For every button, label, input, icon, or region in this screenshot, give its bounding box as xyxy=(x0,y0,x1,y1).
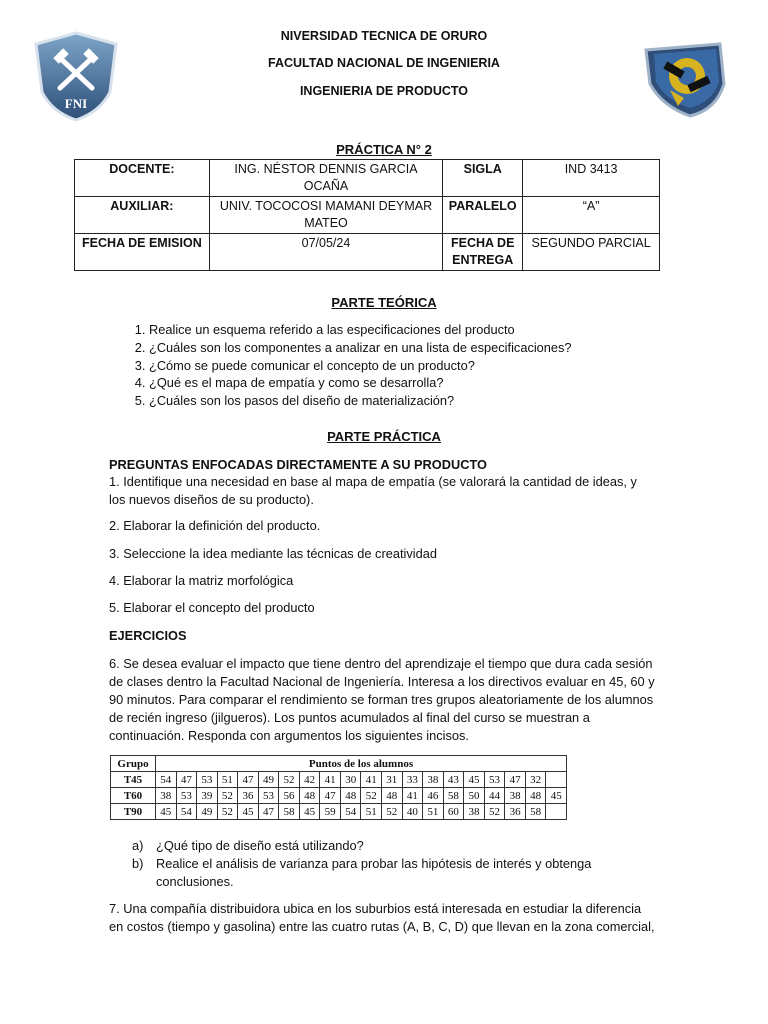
points-cell: 41 xyxy=(402,788,423,804)
points-cell: 40 xyxy=(402,804,423,820)
col-group-header: Grupo xyxy=(111,756,156,772)
points-cell: 36 xyxy=(238,788,259,804)
points-cell: 45 xyxy=(464,772,485,788)
list-item: 2. ¿Cuáles son los componentes a analizar en una lista de especificaciones? xyxy=(149,339,669,357)
paralelo-value: “A” xyxy=(523,197,660,234)
exercises-label: EJERCICIOS xyxy=(109,628,187,643)
points-cell: 49 xyxy=(258,772,279,788)
career-name: INGENIERIA DE PRODUCTO xyxy=(299,84,469,98)
points-cell: 33 xyxy=(402,772,423,788)
group-name-cell: T45 xyxy=(111,772,156,788)
points-cell: 48 xyxy=(340,788,361,804)
question-7: 7. Una compañía distribuidora ubica en los suburbios está interesada en estudiar la diferencia en costos (tiempo y gasolina) entre las cuatro rutas (A, B, C, D) que llevan en la zona comercial, xyxy=(109,901,655,934)
fecha-entrega-value: SEGUNDO PARCIAL xyxy=(523,234,660,271)
points-cell: 47 xyxy=(505,772,526,788)
points-cell: 54 xyxy=(156,772,177,788)
practice-title: PRÁCTICA N° 2 xyxy=(336,142,432,157)
points-cell: 45 xyxy=(238,804,259,820)
fni-shield-logo xyxy=(30,30,122,122)
practice-section-title: PARTE PRÁCTICA xyxy=(327,429,441,444)
list-item: 3. ¿Cómo se puede comunicar el concepto de un producto? xyxy=(149,357,669,375)
auxiliar-label: AUXILIAR: xyxy=(75,197,210,234)
paralelo-label: PARALELO xyxy=(443,197,523,234)
fecha-emision-value: 07/05/24 xyxy=(209,234,442,271)
points-cell: 44 xyxy=(484,788,505,804)
question-1: 1. Identifique una necesidad en base al mapa de empatía (se valorará la cantidad de ideas, y los nuevos diseños de su producto). xyxy=(109,474,637,507)
points-cell: 36 xyxy=(505,804,526,820)
points-cell: 52 xyxy=(217,788,238,804)
points-cell: 45 xyxy=(156,804,177,820)
auxiliar-value: UNIV. TOCOCOSI MAMANI DEYMAR MATEO xyxy=(209,197,442,234)
points-cell: 50 xyxy=(464,788,485,804)
fecha-emision-label: FECHA DE EMISION xyxy=(75,234,210,271)
points-cell: 52 xyxy=(382,804,403,820)
options-list xyxy=(112,837,632,891)
points-cell: 51 xyxy=(217,772,238,788)
points-cell: 45 xyxy=(299,804,320,820)
points-cell: 45 xyxy=(546,788,567,804)
points-cell: 46 xyxy=(423,788,444,804)
group-name-cell: T60 xyxy=(111,788,156,804)
fecha-entrega-label: FECHA DE ENTREGA xyxy=(443,234,523,271)
points-cell: 58 xyxy=(443,788,464,804)
points-cell: 43 xyxy=(443,772,464,788)
points-cell: 48 xyxy=(525,788,546,804)
points-cell: 48 xyxy=(299,788,320,804)
points-cell: 41 xyxy=(361,772,382,788)
points-cell: 51 xyxy=(361,804,382,820)
logo-left-text: FNI xyxy=(64,96,88,111)
option-text: Realice el análisis de varianza para probar las hipótesis de interés y obtenga conclusiones. xyxy=(156,856,592,889)
points-cell: 53 xyxy=(197,772,218,788)
points-cell xyxy=(546,804,567,820)
points-cell: 30 xyxy=(340,772,361,788)
points-cell: 53 xyxy=(176,788,197,804)
points-cell: 52 xyxy=(484,804,505,820)
points-cell xyxy=(546,772,567,788)
points-cell: 59 xyxy=(320,804,341,820)
points-cell: 38 xyxy=(423,772,444,788)
question-3: 3. Seleccione la idea mediante las técnicas de creatividad xyxy=(109,546,437,561)
points-cell: 52 xyxy=(279,772,300,788)
points-cell: 47 xyxy=(238,772,259,788)
points-cell: 49 xyxy=(197,804,218,820)
table-row xyxy=(111,772,567,788)
theory-list xyxy=(109,321,669,410)
points-cell: 54 xyxy=(176,804,197,820)
points-cell: 38 xyxy=(156,788,177,804)
option-marker: a) xyxy=(132,838,144,853)
points-cell: 48 xyxy=(382,788,403,804)
question-4: 4. Elaborar la matriz morfológica xyxy=(109,573,294,588)
question-5: 5. Elaborar el concepto del producto xyxy=(109,600,315,615)
group-name-cell: T90 xyxy=(111,804,156,820)
points-cell: 41 xyxy=(320,772,341,788)
list-item: 4. ¿Qué es el mapa de empatía y como se desarrolla? xyxy=(149,374,669,392)
faculty-name: FACULTAD NACIONAL DE INGENIERIA xyxy=(268,56,500,70)
points-cell: 53 xyxy=(484,772,505,788)
table-row xyxy=(111,804,567,820)
points-cell: 47 xyxy=(320,788,341,804)
list-item: 5. ¿Cuáles son los pasos del diseño de materialización? xyxy=(149,392,669,410)
option-marker: b) xyxy=(132,856,144,871)
points-cell: 60 xyxy=(443,804,464,820)
points-cell: 58 xyxy=(525,804,546,820)
university-name: NIVERSIDAD TECNICA DE ORURO xyxy=(280,29,488,43)
table-row xyxy=(111,788,567,804)
points-cell: 39 xyxy=(197,788,218,804)
points-cell: 42 xyxy=(299,772,320,788)
points-cell: 58 xyxy=(279,804,300,820)
docente-label: DOCENTE: xyxy=(75,160,210,197)
theory-title: PARTE TEÓRICA xyxy=(331,295,437,310)
question-6: 6. Se desea evaluar el impacto que tiene dentro del aprendizaje el tiempo que dura cada sesión de clases dentro la Facultad Nacional de Ingeniería. Interesa a los directivos evaluar en 45, 60 y 90 minutos. Para comparar el rendimiento se forman tres grupos aleatoriamente de los alumnos de recién ingreso (jilgueros). Los puntos acumulados al final del curso se muestran a continuación. Responda con argumentos los siguientes incisos. xyxy=(109,656,655,743)
col-points-header: Puntos de los alumnos xyxy=(156,756,567,772)
faculty-crest-logo xyxy=(640,40,730,120)
points-cell: 47 xyxy=(258,804,279,820)
option-text: ¿Qué tipo de diseño está utilizando? xyxy=(156,838,364,853)
points-cell: 52 xyxy=(361,788,382,804)
points-cell: 53 xyxy=(258,788,279,804)
sigla-value: IND 3413 xyxy=(523,160,660,197)
course-info-table xyxy=(74,159,660,271)
groups-points-table xyxy=(110,755,567,820)
list-item: 1. Realice un esquema referido a las especificaciones del producto xyxy=(149,321,669,339)
question-2: 2. Elaborar la definición del producto. xyxy=(109,518,321,533)
points-cell: 32 xyxy=(525,772,546,788)
points-cell: 47 xyxy=(176,772,197,788)
sigla-label: SIGLA xyxy=(443,160,523,197)
list-item xyxy=(112,855,632,891)
points-cell: 51 xyxy=(423,804,444,820)
points-cell: 31 xyxy=(382,772,403,788)
list-item xyxy=(112,837,632,855)
points-cell: 38 xyxy=(505,788,526,804)
practice-subtitle: PREGUNTAS ENFOCADAS DIRECTAMENTE A SU PRODUCTO xyxy=(109,457,487,472)
points-cell: 52 xyxy=(217,804,238,820)
points-cell: 38 xyxy=(464,804,485,820)
points-cell: 56 xyxy=(279,788,300,804)
points-cell: 54 xyxy=(340,804,361,820)
docente-value: ING. NÉSTOR DENNIS GARCIA OCAÑA xyxy=(209,160,442,197)
